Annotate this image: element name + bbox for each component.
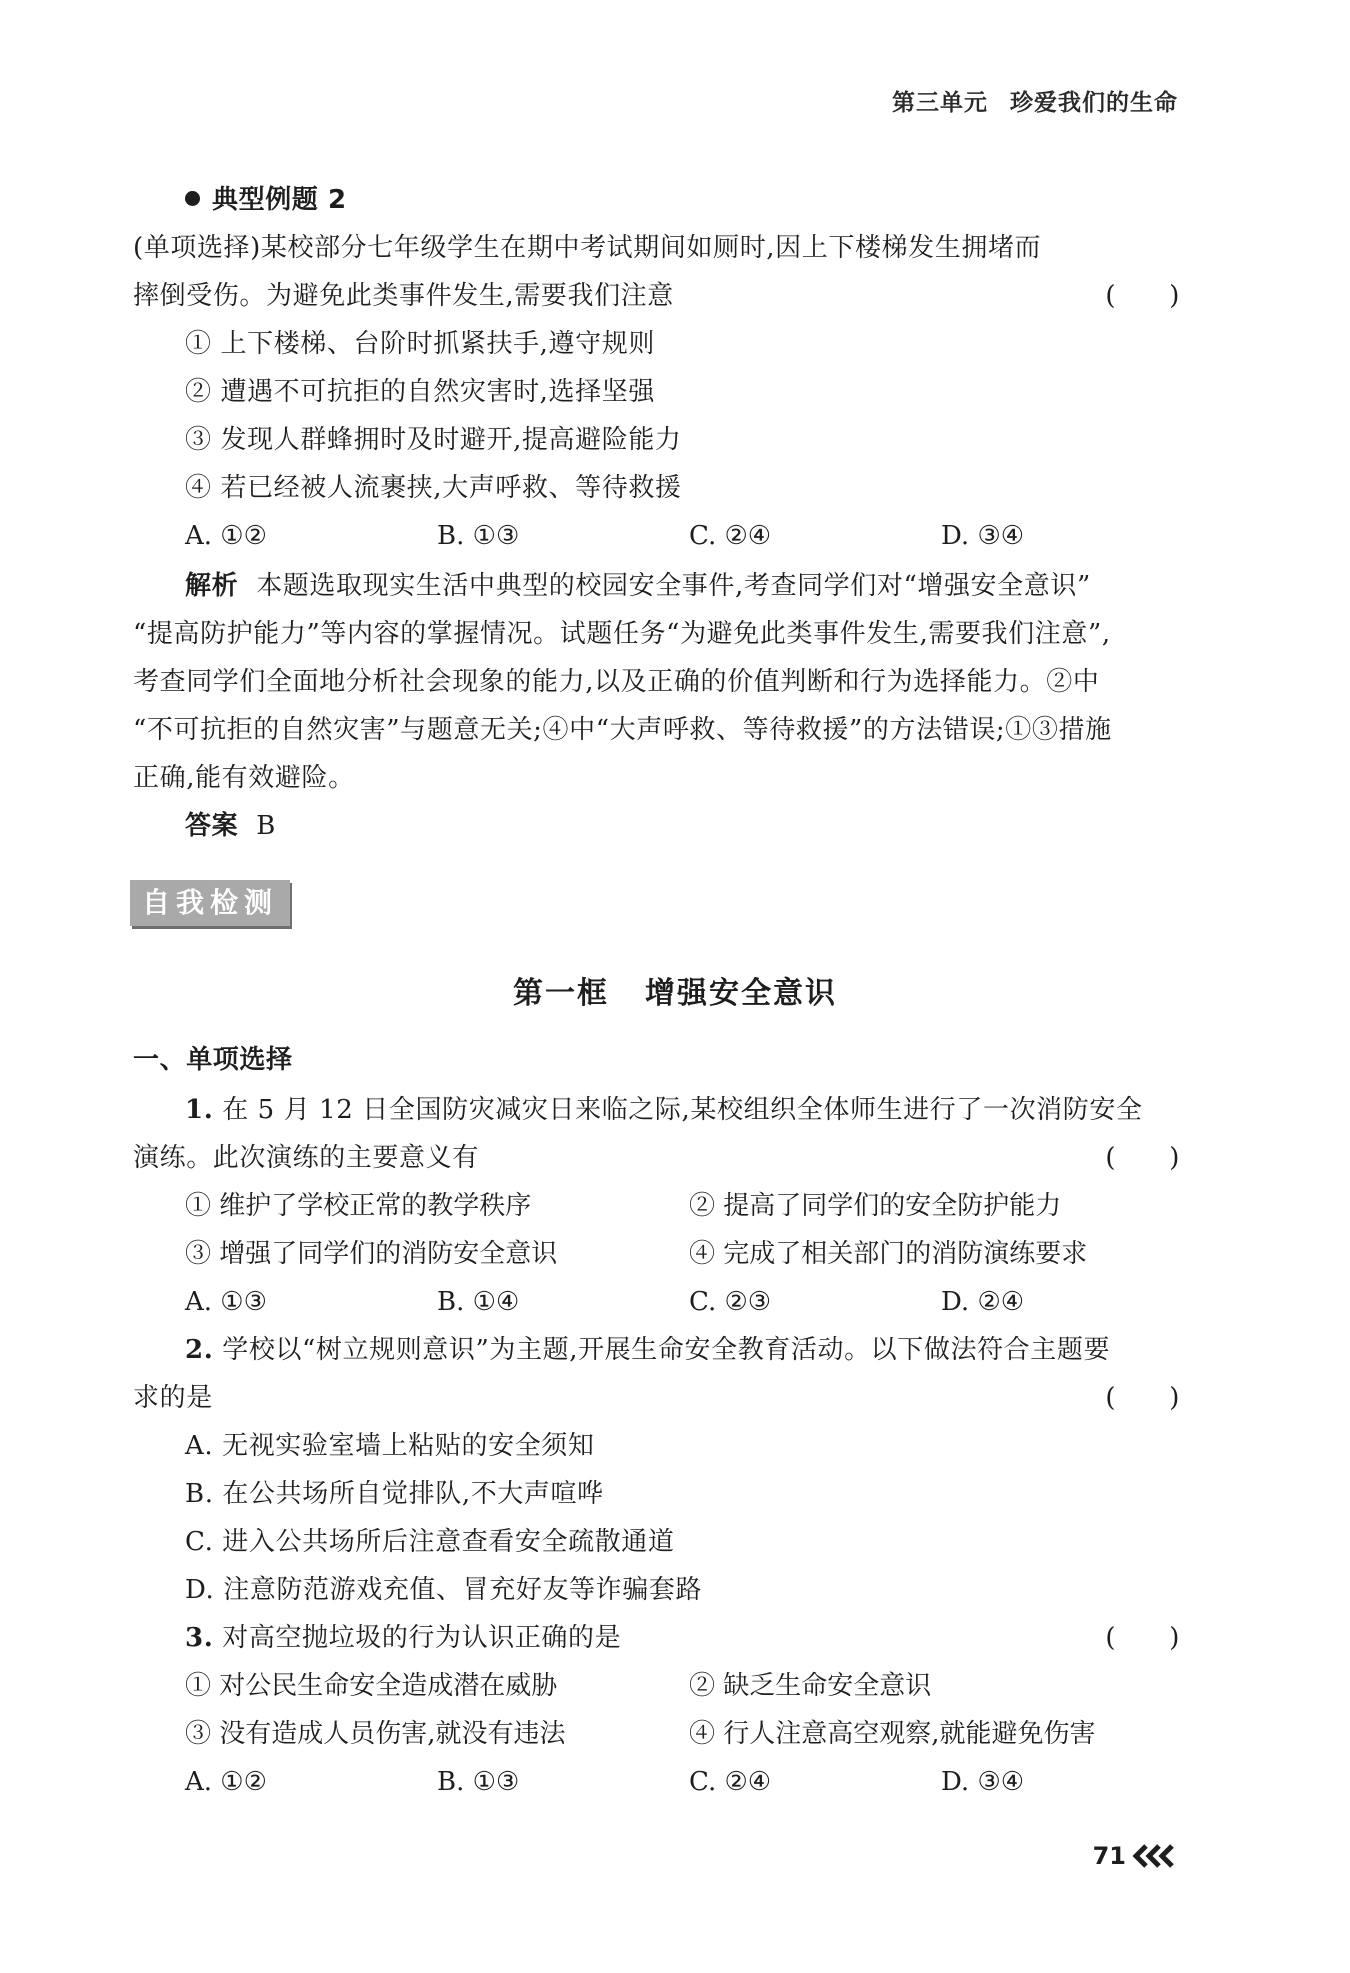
answer-line <box>185 806 1232 846</box>
analysis-line-5: 正确,能有效避险。 <box>133 763 355 793</box>
answer-value: B <box>256 811 276 841</box>
q3-option-a: A. ①② <box>185 1767 267 1797</box>
q2-line2 <box>133 1378 1180 1418</box>
q2-number: 2. <box>185 1335 214 1365</box>
section-part: 第一框 <box>513 976 609 1011</box>
q3-line1-text: 对高空抛垃圾的行为认识正确的是 <box>222 1623 622 1653</box>
q2-option-c: C. 进入公共场所后注意查看安全疏散通道 <box>185 1527 675 1557</box>
option-a: A. ①② <box>185 521 267 551</box>
header-title: 珍爱我们的生命 <box>1010 90 1178 116</box>
example-statement-2: ② 遭遇不可抗拒的自然灾害时,选择坚强 <box>185 377 655 407</box>
q3-answer-blank: ( ) <box>1105 1623 1180 1653</box>
q3-statement-1: ① 对公民生命安全造成潜在威胁 <box>185 1671 558 1701</box>
q1-option-c: C. ②③ <box>689 1287 772 1317</box>
q1-line1-text: 在 5 月 12 日全国防灾减灾日来临之际,某校组织全体师生进行了一次消防安全 <box>222 1095 1143 1125</box>
section-title-text: 增强安全意识 <box>645 976 837 1011</box>
analysis-line-3: 考查同学们全面地分析社会现象的能力,以及正确的价值判断和行为选择能力。②中 <box>133 667 1100 697</box>
q1-option-b: B. ①④ <box>437 1287 520 1317</box>
q2-option-a: A. 无视实验室墙上粘贴的安全须知 <box>185 1431 595 1461</box>
answer-blank: ( ) <box>1105 281 1180 311</box>
subsection-heading: 一、单项选择 <box>133 1045 293 1075</box>
q3-line1 <box>185 1618 1180 1658</box>
option-d: D. ③④ <box>941 521 1025 551</box>
analysis-line-2: “提高防护能力”等内容的掌握情况。试题任务“为避免此类事件发生,需要我们注意”, <box>133 619 1111 649</box>
q1-line2-text: 演练。此次演练的主要意义有 <box>133 1143 479 1173</box>
q3-option-b: B. ①③ <box>437 1767 520 1797</box>
q1-statement-1: ① 维护了学校正常的教学秩序 <box>185 1191 532 1221</box>
section-title <box>0 968 1350 1012</box>
q3-number: 3. <box>185 1623 214 1653</box>
example-statement-4: ④ 若已经被人流裹挟,大声呼救、等待救援 <box>185 473 682 503</box>
q3-statement-4: ④ 行人注意高空观察,就能避免伤害 <box>689 1719 1096 1749</box>
bullet-icon <box>185 191 200 206</box>
q1-option-d: D. ②④ <box>941 1287 1025 1317</box>
q2-option-b: B. 在公共场所自觉排队,不大声喧哗 <box>185 1479 604 1509</box>
q1-statement-3: ③ 增强了同学们的消防安全意识 <box>185 1239 558 1269</box>
q1-option-a: A. ①③ <box>185 1287 267 1317</box>
option-c: C. ②④ <box>689 521 772 551</box>
page-number: 71 <box>1092 1842 1126 1870</box>
answer-label: 答案 <box>185 811 239 841</box>
triple-chevron-left-icon <box>1132 1843 1178 1869</box>
example-statement-1: ① 上下楼梯、台阶时抓紧扶手,遵守规则 <box>185 329 655 359</box>
q2-answer-blank: ( ) <box>1105 1383 1180 1413</box>
q1-number: 1. <box>185 1095 214 1125</box>
q1-statement-4: ④ 完成了相关部门的消防演练要求 <box>689 1239 1088 1269</box>
example-heading <box>185 180 1232 220</box>
option-b: B. ①③ <box>437 521 520 551</box>
header-unit: 第三单元 <box>892 90 988 116</box>
q1-answer-blank: ( ) <box>1105 1143 1180 1173</box>
q3-option-d: D. ③④ <box>941 1767 1025 1797</box>
analysis-label: 解析 <box>185 571 239 601</box>
q2-option-d: D. 注意防范游戏充值、冒充好友等诈骗套路 <box>185 1575 703 1605</box>
example-question-line1: (单项选择)某校部分七年级学生在期中考试期间如厕时,因上下楼梯发生拥堵而 <box>133 233 1042 263</box>
example-heading-text: 典型例题 2 <box>212 185 347 215</box>
example-question-line2 <box>133 276 1180 316</box>
analysis-line-1 <box>185 566 1180 606</box>
q2-line1-text: 学校以“树立规则意识”为主题,开展生命安全教育活动。以下做法符合主题要 <box>222 1335 1111 1365</box>
q1-statement-2: ② 提高了同学们的安全防护能力 <box>689 1191 1062 1221</box>
q3-option-c: C. ②④ <box>689 1767 772 1797</box>
page-footer <box>1093 1842 1178 1870</box>
example-question-line2-text: 摔倒受伤。为避免此类事件发生,需要我们注意 <box>133 281 674 311</box>
self-check-banner: 自我检测 <box>130 880 290 926</box>
analysis-line-4: “不可抗拒的自然灾害”与题意无关;④中“大声呼救、等待救援”的方法错误;①③措施 <box>133 715 1112 745</box>
q2-line2-text: 求的是 <box>133 1383 213 1413</box>
example-statement-3: ③ 发现人群蜂拥时及时避开,提高避险能力 <box>185 425 682 455</box>
running-header <box>892 84 1178 117</box>
q3-statement-2: ② 缺乏生命安全意识 <box>689 1671 932 1701</box>
q2-line1 <box>185 1330 1180 1370</box>
analysis-text-1: 本题选取现实生活中典型的校园安全事件,考查同学们对“增强安全意识” <box>256 571 1091 601</box>
q3-statement-3: ③ 没有造成人员伤害,就没有违法 <box>185 1719 566 1749</box>
q1-line2 <box>133 1138 1180 1178</box>
q1-line1 <box>185 1090 1180 1130</box>
